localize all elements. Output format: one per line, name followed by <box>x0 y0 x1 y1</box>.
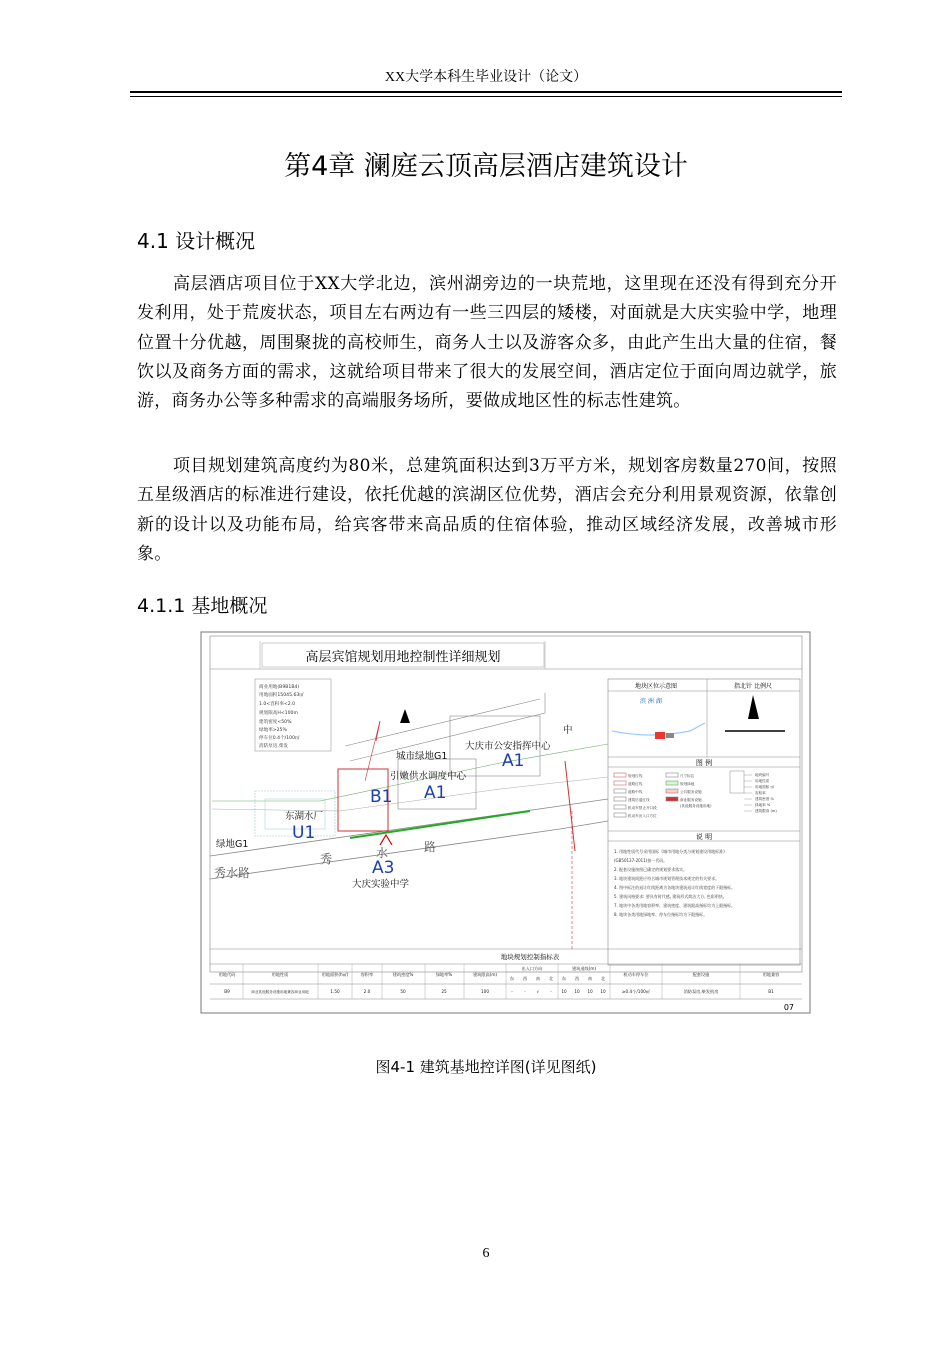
zone-a1b: A1 <box>502 751 525 771</box>
label-water-center: 引嫩供水调度中心 <box>390 771 467 782</box>
dir-5: 西 <box>574 976 580 981</box>
td-11: 10 <box>561 989 567 994</box>
legend-left-3: 建筑后退红线 <box>628 798 650 802</box>
th-7: 出入口方向 <box>521 966 543 971</box>
note-0: 1. 用地性质代号采用国标《城市用地分类与规划建设用地标准》 <box>614 849 728 854</box>
th-8: 建筑退线(m) <box>571 966 597 971</box>
label-police-center: 大庆市公安指挥中心 <box>465 741 551 752</box>
zone-b1: B1 <box>370 787 393 807</box>
label-green-left: 绿地G1 <box>216 839 249 850</box>
td-1: 商业其他服务设施用地兼容商业用地 <box>251 990 309 994</box>
legend-mid-2: 公共服务设施 <box>680 790 702 794</box>
td-6: 100 <box>481 989 489 994</box>
site-note-4: 建筑密度<50% <box>259 720 292 725</box>
legend-right-0: 地块编号 <box>755 773 770 777</box>
legend-left-1: 道路红线 <box>628 782 643 786</box>
label-road-mid-1: 秀 <box>320 852 333 866</box>
dir-2: 南 <box>535 976 541 981</box>
site-note-6: 停车位0.4个/100㎡ <box>259 736 300 741</box>
dir-4: 东 <box>561 976 567 981</box>
legend-right-3: 容积率 <box>755 791 766 795</box>
chapter-title: 第4章 澜庭云顶高层酒店建筑设计 <box>284 151 688 182</box>
dir-7: 北 <box>600 976 606 981</box>
site-note-7: 消防泵房,柴发 <box>259 744 289 749</box>
th-6: 建筑限高(m) <box>472 972 498 977</box>
zone-u1: U1 <box>292 823 316 843</box>
legend-mid-4: (其他服务设施用地) <box>680 804 712 808</box>
header-rule-thick <box>130 91 842 93</box>
td-7: - <box>511 989 513 994</box>
label-zhong: 中 <box>563 725 573 736</box>
site-note-5: 绿地率>25% <box>259 728 287 733</box>
header-rule-thin <box>130 96 842 97</box>
td-9: √ <box>536 989 540 994</box>
legend-left-5: 机动车出入口方位 <box>628 814 657 818</box>
th-10: 配套设施 <box>692 972 710 977</box>
td-2: 1.50 <box>330 989 340 994</box>
figure-caption: 图4-1 建筑基地控详图(详见图纸) <box>375 1058 597 1076</box>
site-plan-figure <box>200 631 811 1014</box>
label-road-mid-2: 水 <box>376 846 389 860</box>
legend-left-0: 规划红线 <box>628 774 643 778</box>
note-5: 5. 建筑风格要求: 要具有时代感, 建筑形式简洁大方, 色彩明快。 <box>614 894 727 899</box>
td-14: 10 <box>600 989 606 994</box>
legend-right-4: 建筑密度 % <box>755 797 774 801</box>
td-8: - <box>524 989 526 994</box>
lake-label: 滨 洲 湖 <box>640 698 662 705</box>
td-3: 2.0 <box>363 989 371 994</box>
th-0: 用地代码 <box>218 972 236 977</box>
notes-title: 说 明 <box>695 833 713 841</box>
page-header: XX大学本科生毕业设计（论文） <box>384 70 588 85</box>
label-road-mid-3: 路 <box>424 840 437 854</box>
legend-right-2: 用地面积 ㎡ <box>755 785 775 789</box>
figure-title: 高层宾馆规划用地控制性详细规划 <box>305 650 501 665</box>
label-school: 大庆实验中学 <box>352 879 410 890</box>
td-15: ≥0.4个/100㎡ <box>622 989 650 994</box>
legend-mid-1: 规划绿地 <box>680 782 695 786</box>
legend-left-2: 道路中线 <box>628 790 643 794</box>
site-note-0: 商业用地(B9B1B4) <box>259 685 300 690</box>
legend-right-1: 用地性质 <box>755 779 770 783</box>
td-12: 10 <box>574 989 580 994</box>
paragraph-1: 高层酒店项目位于XX大学北边，滨州湖旁边的一块荒地，这里现在还没有得到充分开发利用，处于荒废状态，项目左右两边有一些三四层的矮楼，对面就是大庆实验中学，地理位置十分优越，周围聚拢的高校师生，商务人士以及游客众多，由此产生出大量的住宿，餐饮以及商务方面的需求，这就给项目带来了很大的发展空间，酒店定位于面向周边就学，旅游，商务办公等多种需求的高端服务场所，要做成地区性的标志性建筑。 <box>137 274 837 412</box>
zone-a1: A1 <box>424 783 447 803</box>
paragraph-2: 项目规划建筑高度约为80米，总建筑面积达到3万平方米，规划客房数量270间，按照五星级酒店的标准进行建设，依托优越的滨湖区位优势，酒店会充分利用景观资源，依靠创新的设计以及功能布局，给宾客带来高品质的住宿体验，推动区域经济发展，改善城市形象。 <box>137 456 837 564</box>
th-3: 容积率 <box>360 972 374 977</box>
label-city-green: 城市绿地G1 <box>396 751 448 762</box>
section-heading-4-1-1: 4.1.1 基地概况 <box>137 595 268 617</box>
legend-right-6: 建筑限高 (m) <box>755 809 777 813</box>
dir-6: 南 <box>587 976 593 981</box>
note-2: 2. 配套设施按照已确定的规划要求落实。 <box>614 867 688 872</box>
label-water-plant: 东湖水厂 <box>285 811 324 822</box>
td-0: B9 <box>224 989 230 994</box>
legend-mid-3: 商业服务设施 <box>680 798 702 802</box>
legend-right-5: 绿地率 % <box>755 803 771 807</box>
north-arrow-title: 指北针 比例尺 <box>734 683 772 690</box>
td-17: B1 <box>768 989 774 994</box>
dir-0: 东 <box>509 976 515 981</box>
note-3: 3. 地块建筑间距应符合城市规划管理技术规定的有关要求。 <box>614 876 720 881</box>
th-11: 用地兼容 <box>762 972 780 977</box>
note-1: (GB50137-2011)按一代码。 <box>614 858 668 863</box>
legend-left-4: 机动车禁止开口段 <box>628 806 657 810</box>
table-title: 地块规划控制指标表 <box>500 953 560 961</box>
note-7: 8. 地块各类用地绿地率、停车位指标均为下限指标。 <box>614 912 708 917</box>
legend-mid-0: 尺寸标注 <box>680 774 695 778</box>
th-1: 用地性质 <box>271 972 289 977</box>
page-number: 6 <box>482 1246 490 1261</box>
td-5: 25 <box>441 989 447 994</box>
location-map-title: 地块区位示意图 <box>634 683 678 690</box>
td-10: - <box>550 989 552 994</box>
site-note-3: 规划限高H<100m <box>259 711 298 716</box>
zone-a3: A3 <box>372 858 395 878</box>
label-road-left: 秀水路 <box>214 866 251 880</box>
site-note-2: 1.0<容积率<2.0 <box>259 702 296 707</box>
td-13: 10 <box>587 989 593 994</box>
dir-1: 西 <box>522 976 528 981</box>
th-2: 用地面积(h㎡) <box>321 972 349 977</box>
section-heading-4-1: 4.1 设计概况 <box>137 229 256 253</box>
sheet-number: 07 <box>783 1003 794 1012</box>
legend-title: 图 例 <box>695 759 713 767</box>
site-note-1: 用地面积15045.63㎡ <box>259 693 304 698</box>
th-9: 机动车停车位 <box>623 972 649 977</box>
td-16: 消防泵房,柴发机房 <box>683 989 719 994</box>
dir-3: 北 <box>548 976 554 981</box>
th-5: 绿地率% <box>435 972 453 977</box>
th-4: 建筑密度% <box>392 972 414 977</box>
note-6: 7. 地块中各类用地容积率、建筑密度、建筑限高指标均为上限指标。 <box>614 903 736 908</box>
td-4: 50 <box>400 989 406 994</box>
note-4: 4. 图中标注的退让红线距离为各地块建筑退让红线宽度的下限指标。 <box>614 885 736 890</box>
